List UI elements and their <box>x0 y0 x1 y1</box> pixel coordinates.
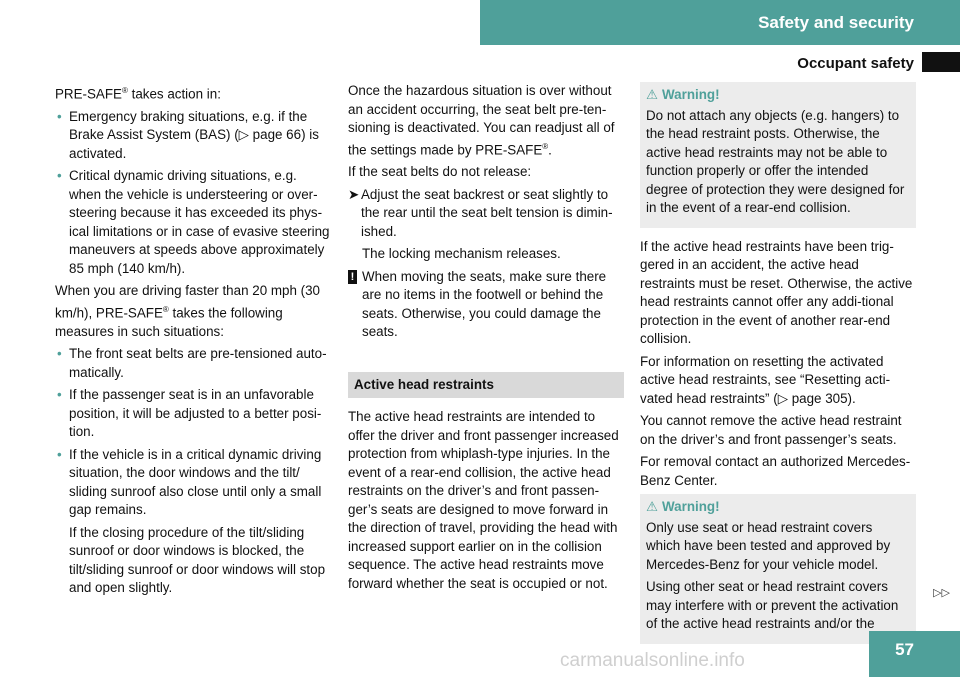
warning-text: Only use seat or head restraint covers which have been tested and approved by Mercedes-Benz for your vehicle model. <box>646 519 891 572</box>
arrow-icon: ➤ <box>348 186 360 202</box>
paragraph: If the seat belts do not release: <box>348 164 532 180</box>
section-marker <box>922 52 960 72</box>
bullet-continuation: If the closing procedure of the tilt/sliding sunroof or door windows is blocked, the tilt/sliding sunroof or door windows will stop and open slightly. <box>69 524 326 596</box>
instruction-step: ➤ Adjust the seat backrest or seat slightly to the rear until the seat belt tension is dimin-ished. <box>348 186 613 239</box>
paragraph: For information on resetting the activated active head restraints, see “Resetting acti-vated head restraints” (▷ page 305). <box>640 353 891 406</box>
paragraph: PRE-SAFE® takes action in: <box>55 86 221 102</box>
continue-arrows: ▷▷ <box>933 587 950 599</box>
page-number: 57 <box>869 631 960 677</box>
warning-title: ⚠ Warning! <box>646 499 720 514</box>
paragraph: When you are driving faster than 20 mph (30 km/h), PRE-SAFE® takes the following measures in such situations: <box>55 283 320 339</box>
column-2 <box>348 82 624 597</box>
paragraph: Once the hazardous situation is over without an accident occurring, the seat belt pre-ten-sioning is deactivated. You can readjust all of the settings made by PRE-SAFE®. <box>348 83 615 157</box>
chapter-header: Safety and security <box>480 0 960 45</box>
section-heading: Active head restraints <box>348 372 624 399</box>
bullet-item: • The front seat belts are pre-tensioned auto-matically. <box>55 345 331 382</box>
bullet-item: • If the passenger seat is in an unfavorable position, it will be adjusted to a better posi-tion. <box>55 386 331 442</box>
paragraph: You cannot remove the active head restraint on the driver’s and front passenger’s seats. <box>640 413 902 447</box>
watermark: carmanualsonline.info <box>560 650 745 671</box>
warning-title: ⚠ Warning! <box>646 87 720 102</box>
bullet-item: • If the vehicle is in a critical dynamic driving situation, the door windows and the tilt/ sliding sunroof also close until only a small gap remains. <box>55 446 331 520</box>
warning-text: Do not attach any objects (e.g. hangers) to the head restraint posts. Otherwise, the active head restraints may not be able to function properly or offer the intended degree of protection they were designed for in the event of a rear-end collision. <box>646 107 905 215</box>
paragraph: If the active head restraints have been trig-gered in an accident, the active head restraints must be reset. Otherwise, the active head restraints cannot offer any addi-tional protection in the event of another rear-end collision. <box>640 238 913 346</box>
column-1 <box>55 82 331 602</box>
warning-icon: ⚠ <box>646 499 659 514</box>
column-3 <box>640 82 916 654</box>
paragraph: For removal contact an authorized Mercedes-Benz Center. <box>640 454 911 488</box>
exclamation-icon: ! <box>348 270 357 284</box>
bullet-item: • Critical dynamic driving situations, e.g. when the vehicle is understeering or over-steering because it has exceeded its phys-ical limitations or in case of evasive steering maneuvers at speeds above approximately 85 mph (140 km/h). <box>55 167 331 278</box>
section-title: Occupant safety <box>797 55 914 72</box>
warning-box <box>640 82 916 228</box>
paragraph: The active head restraints are intended to offer the driver and front passenger increased protection from whiplash-type injuries. In the event of a rear-end collision, the active head restraints on the driver’s and front passen-ger’s seats are designed to move forward in the direction of travel, providing the head with increased support earlier on in the collision sequence. The active head restraints move forward whether the seat is occupied or not. <box>348 409 619 591</box>
note: ! When moving the seats, make sure there are no items in the footwell or behind the seats. Otherwise, you could damage the seats. <box>348 268 624 342</box>
warning-icon: ⚠ <box>646 87 659 102</box>
warning-text: Using other seat or head restraint covers may interfere with or prevent the activation of the active head restraints and/or the <box>646 579 899 631</box>
bullet-item: • Emergency braking situations, e.g. if the Brake Assist System (BAS) (▷ page 66) is activated. <box>55 108 331 164</box>
instruction-result: The locking mechanism releases. <box>362 246 561 262</box>
warning-box <box>640 494 916 644</box>
